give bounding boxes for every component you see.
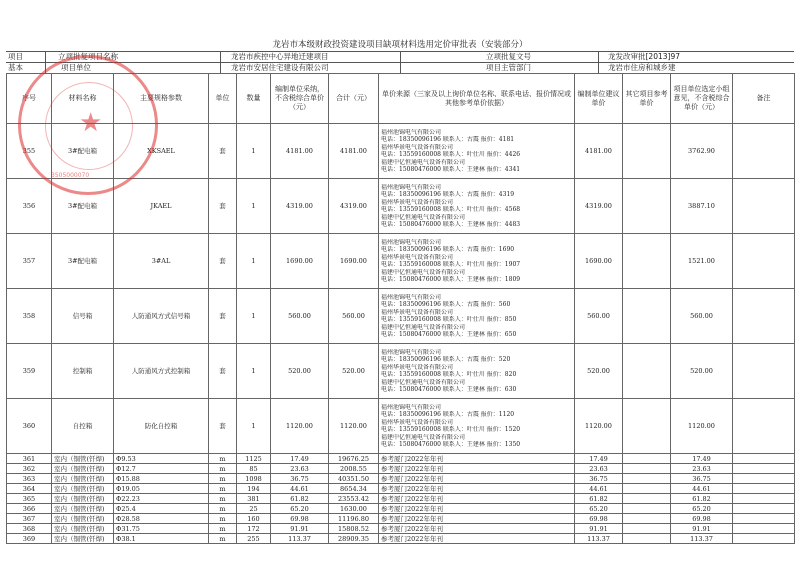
source-line: 电话：18350096196 联系人：古震 报价：4319 xyxy=(381,191,515,198)
star-icon: ★ xyxy=(79,108,103,138)
doc-no-label: 立项批复文号 xyxy=(486,52,531,61)
unit-cell: 套 xyxy=(209,344,237,399)
source-line: 电话：18350096196 联系人：古震 报价：1120 xyxy=(381,411,515,418)
unit-cell: 套 xyxy=(209,399,237,454)
source-cell: 参考厦门2022年年刊 xyxy=(379,464,575,474)
table-row xyxy=(7,399,795,454)
qty-cell: 172 xyxy=(237,524,271,534)
pricing-table xyxy=(6,73,795,544)
note-cell xyxy=(733,514,795,524)
seq-cell: 368 xyxy=(7,524,52,534)
note-cell xyxy=(733,534,795,544)
table-header-row xyxy=(7,74,795,124)
table-row xyxy=(7,514,795,524)
source-line: 福建中亿恒通电气设备有限公司 xyxy=(381,158,466,166)
other-price-cell xyxy=(623,399,671,454)
material-name-cell: 信号箱 xyxy=(52,289,114,344)
column-header: 单价来源（三家及以上询价单位名称、联系电话、报价情况或其他参考单价依据） xyxy=(379,74,575,124)
source-line: 电话：13559160008 联系人：叶仕川 报价：820 xyxy=(381,371,517,378)
source-cell: 参考厦门2022年年刊 xyxy=(379,514,575,524)
divider xyxy=(598,51,599,73)
material-name-cell: 室内（铜管(钎焊) xyxy=(52,474,114,484)
seq-cell: 359 xyxy=(7,344,52,399)
column-header: 材料名称 xyxy=(52,74,114,124)
price-cell: 1690.00 xyxy=(271,234,329,289)
selected-price-cell: 65.20 xyxy=(671,504,733,514)
material-name-cell: 控制箱 xyxy=(52,344,114,399)
suggest-price-cell: 1120.00 xyxy=(575,399,623,454)
total-cell: 1630.00 xyxy=(329,504,379,514)
source-line: 电话：15080476000 联系人：王建林 报价：1350 xyxy=(381,441,521,448)
total-cell: 11196.80 xyxy=(329,514,379,524)
spec-cell: Φ38.1 xyxy=(114,534,209,544)
table-row xyxy=(7,289,795,344)
unit-cell: m xyxy=(209,504,237,514)
seq-cell: 364 xyxy=(7,484,52,494)
total-cell: 520.00 xyxy=(329,344,379,399)
table-row xyxy=(7,124,795,179)
seq-cell: 361 xyxy=(7,454,52,464)
spec-cell: Φ15.88 xyxy=(114,474,209,484)
qty-cell: 85 xyxy=(237,464,271,474)
source-line: 福州华景电气设备有限公司 xyxy=(381,198,454,206)
source-line: 福州池锦电气有限公司 xyxy=(381,293,442,301)
selected-price-cell: 17.49 xyxy=(671,454,733,464)
document-title: 龙岩市本级财政投资建设项目缺项材料选用定价审批表（安装部分） xyxy=(272,40,528,50)
selected-price-cell: 61.82 xyxy=(671,494,733,504)
source-cell xyxy=(379,124,575,179)
selected-price-cell: 520.00 xyxy=(671,344,733,399)
selected-price-cell: 69.98 xyxy=(671,514,733,524)
suggest-price-cell: 1690.00 xyxy=(575,234,623,289)
spec-cell: 人防通风方式控制箱 xyxy=(114,344,209,399)
spec-cell: Φ25.4 xyxy=(114,504,209,514)
source-cell: 参考厦门2022年年刊 xyxy=(379,474,575,484)
selected-price-cell: 36.75 xyxy=(671,474,733,484)
table-row xyxy=(7,234,795,289)
suggest-price-cell: 4319.00 xyxy=(575,179,623,234)
source-line: 福州华景电气设备有限公司 xyxy=(381,308,454,316)
suggest-price-cell: 560.00 xyxy=(575,289,623,344)
source-line: 福州池锦电气有限公司 xyxy=(381,183,442,191)
source-line: 电话：15080476000 联系人：王建林 报价：1809 xyxy=(381,276,521,283)
suggest-price-cell: 36.75 xyxy=(575,474,623,484)
unit-cell: m xyxy=(209,514,237,524)
note-cell xyxy=(733,399,795,454)
price-cell: 560.00 xyxy=(271,289,329,344)
unit-cell: m xyxy=(209,474,237,484)
total-cell: 19676.25 xyxy=(329,454,379,464)
suggest-price-cell: 61.82 xyxy=(575,494,623,504)
seq-cell: 355 xyxy=(7,124,52,179)
source-line: 电话：13559160008 联系人：叶仕川 报价：1520 xyxy=(381,426,521,433)
total-cell: 1120.00 xyxy=(329,399,379,454)
source-line: 电话：13559160008 联系人：叶仕川 报价：850 xyxy=(381,316,517,323)
source-cell: 参考厦门2022年年刊 xyxy=(379,494,575,504)
column-header: 项目单位选定小组意见，不含税综合单价（元） xyxy=(671,74,733,124)
source-line: 福建中亿恒通电气设备有限公司 xyxy=(381,323,466,331)
qty-cell: 160 xyxy=(237,514,271,524)
suggest-price-cell: 17.49 xyxy=(575,454,623,464)
seq-cell: 362 xyxy=(7,464,52,474)
selected-price-cell: 23.63 xyxy=(671,464,733,474)
note-cell xyxy=(733,524,795,534)
source-line: 电话：15080476000 联系人：王建林 报价：4483 xyxy=(381,221,521,228)
source-line: 电话：13559160008 联系人：叶仕川 报价：1907 xyxy=(381,261,521,268)
other-price-cell xyxy=(623,534,671,544)
other-price-cell xyxy=(623,504,671,514)
seq-cell: 358 xyxy=(7,289,52,344)
price-cell: 23.63 xyxy=(271,464,329,474)
seq-cell: 369 xyxy=(7,534,52,544)
source-line: 电话：18350096196 联系人：古震 报价：1690 xyxy=(381,246,515,253)
other-price-cell xyxy=(623,179,671,234)
note-cell xyxy=(733,494,795,504)
source-line: 福州华景电气设备有限公司 xyxy=(381,418,454,426)
unit-cell: 套 xyxy=(209,179,237,234)
total-cell: 15808.52 xyxy=(329,524,379,534)
seq-cell: 360 xyxy=(7,399,52,454)
price-cell: 36.75 xyxy=(271,474,329,484)
suggest-price-cell: 44.61 xyxy=(575,484,623,494)
material-name-cell: 室内（铜管(钎焊) xyxy=(52,534,114,544)
source-line: 电话：15080476000 联系人：王建林 报价：650 xyxy=(381,331,517,338)
table-row xyxy=(7,454,795,464)
qty-cell: 1 xyxy=(237,289,271,344)
table-row xyxy=(7,504,795,514)
qty-cell: 1 xyxy=(237,399,271,454)
header-label: 基本 xyxy=(8,63,23,72)
other-price-cell xyxy=(623,494,671,504)
unit-cell: 套 xyxy=(209,234,237,289)
seq-cell: 356 xyxy=(7,179,52,234)
note-cell xyxy=(733,234,795,289)
note-cell xyxy=(733,344,795,399)
note-cell xyxy=(733,289,795,344)
note-cell xyxy=(733,124,795,179)
total-cell: 4319.00 xyxy=(329,179,379,234)
unit-cell: m xyxy=(209,494,237,504)
total-cell: 40351.50 xyxy=(329,474,379,484)
selected-price-cell: 91.91 xyxy=(671,524,733,534)
source-line: 福州池锦电气有限公司 xyxy=(381,403,442,411)
selected-price-cell: 44.61 xyxy=(671,484,733,494)
selected-price-cell: 1521.00 xyxy=(671,234,733,289)
source-cell xyxy=(379,179,575,234)
spec-cell: Φ19.05 xyxy=(114,484,209,494)
note-cell xyxy=(733,504,795,514)
qty-cell: 1 xyxy=(237,179,271,234)
other-price-cell xyxy=(623,289,671,344)
total-cell: 2008.55 xyxy=(329,464,379,474)
material-name-cell: 室内（铜管(钎焊) xyxy=(52,484,114,494)
total-cell: 1690.00 xyxy=(329,234,379,289)
material-name-cell: 室内（铜管(钎焊) xyxy=(52,464,114,474)
qty-cell: 1125 xyxy=(237,454,271,464)
divider xyxy=(220,51,221,73)
source-line: 福州池锦电气有限公司 xyxy=(381,238,442,246)
column-header: 序号 xyxy=(7,74,52,124)
source-cell: 参考厦门2022年年刊 xyxy=(379,534,575,544)
source-line: 福州华景电气设备有限公司 xyxy=(381,143,454,151)
other-price-cell xyxy=(623,454,671,464)
selected-price-cell: 560.00 xyxy=(671,289,733,344)
unit-label: 项目单位 xyxy=(61,63,91,72)
material-name-cell: 室内（铜管(钎焊) xyxy=(52,514,114,524)
suggest-price-cell: 69.98 xyxy=(575,514,623,524)
source-line: 电话：15080476000 联系人：王建林 报价：4341 xyxy=(381,166,521,173)
selected-price-cell: 1120.00 xyxy=(671,399,733,454)
spec-cell: Φ28.58 xyxy=(114,514,209,524)
unit-cell: m xyxy=(209,534,237,544)
divider xyxy=(400,51,401,73)
qty-cell: 1098 xyxy=(237,474,271,484)
source-cell: 参考厦门2022年年刊 xyxy=(379,484,575,494)
price-cell: 69.98 xyxy=(271,514,329,524)
table-row xyxy=(7,474,795,484)
price-cell: 17.49 xyxy=(271,454,329,464)
spec-cell: JKAEL xyxy=(114,179,209,234)
qty-cell: 1 xyxy=(237,234,271,289)
unit-cell: m xyxy=(209,464,237,474)
suggest-price-cell: 23.63 xyxy=(575,464,623,474)
spec-cell: 防化自控箱 xyxy=(114,399,209,454)
source-line: 电话：18350096196 联系人：古震 报价：520 xyxy=(381,356,511,363)
source-line: 福州华景电气设备有限公司 xyxy=(381,253,454,261)
material-name-cell: 3#配电箱 xyxy=(52,234,114,289)
source-line: 福州华景电气设备有限公司 xyxy=(381,363,454,371)
spec-cell: Φ22.23 xyxy=(114,494,209,504)
source-line: 福州池锦电气有限公司 xyxy=(381,128,442,136)
doc-no: 龙发改审批[2013]97 xyxy=(608,52,680,61)
qty-cell: 194 xyxy=(237,484,271,494)
suggest-price-cell: 65.20 xyxy=(575,504,623,514)
spec-cell: Φ9.53 xyxy=(114,454,209,464)
column-header: 编制单位建议单价 xyxy=(575,74,623,124)
total-cell: 28909.35 xyxy=(329,534,379,544)
seq-cell: 366 xyxy=(7,504,52,514)
source-line: 电话：13559160008 联系人：叶仕川 报价：4568 xyxy=(381,206,521,213)
selected-price-cell: 3887.10 xyxy=(671,179,733,234)
source-line: 福建中亿恒通电气设备有限公司 xyxy=(381,213,466,221)
table-row xyxy=(7,179,795,234)
unit-cell: m xyxy=(209,484,237,494)
qty-cell: 25 xyxy=(237,504,271,514)
spec-cell: 人防通风方式信号箱 xyxy=(114,289,209,344)
spec-cell: Φ31.75 xyxy=(114,524,209,534)
source-cell xyxy=(379,289,575,344)
material-name-cell: 3#配电箱 xyxy=(52,124,114,179)
price-cell: 61.82 xyxy=(271,494,329,504)
price-cell: 520.00 xyxy=(271,344,329,399)
suggest-price-cell: 91.91 xyxy=(575,524,623,534)
source-line: 电话：13559160008 联系人：叶仕川 报价：4426 xyxy=(381,151,521,158)
unit-cell: m xyxy=(209,454,237,464)
other-price-cell xyxy=(623,124,671,179)
spec-cell: Φ12.7 xyxy=(114,464,209,474)
source-line: 电话：18350096196 联系人：古震 报价：560 xyxy=(381,301,511,308)
project-name: 龙岩市疾控中心异地迁建项目 xyxy=(231,52,329,61)
other-price-cell xyxy=(623,344,671,399)
selected-price-cell: 113.37 xyxy=(671,534,733,544)
qty-cell: 255 xyxy=(237,534,271,544)
source-line: 福建中亿恒通电气设备有限公司 xyxy=(381,378,466,386)
unit-cell: 套 xyxy=(209,124,237,179)
total-cell: 23553.42 xyxy=(329,494,379,504)
seq-cell: 357 xyxy=(7,234,52,289)
material-name-cell: 室内（铜管(钎焊) xyxy=(52,454,114,464)
source-cell: 参考厦门2022年年刊 xyxy=(379,524,575,534)
source-cell: 参考厦门2022年年刊 xyxy=(379,504,575,514)
price-cell: 4319.00 xyxy=(271,179,329,234)
column-header: 其它项目参考单价 xyxy=(623,74,671,124)
column-header: 合计（元） xyxy=(329,74,379,124)
other-price-cell xyxy=(623,484,671,494)
column-header: 主要规格参数 xyxy=(114,74,209,124)
source-cell xyxy=(379,399,575,454)
seq-cell: 363 xyxy=(7,474,52,484)
source-cell: 参考厦门2022年年刊 xyxy=(379,454,575,464)
seal-code: 3505000070 xyxy=(51,172,90,179)
total-cell: 560.00 xyxy=(329,289,379,344)
suggest-price-cell: 113.37 xyxy=(575,534,623,544)
source-cell xyxy=(379,234,575,289)
divider xyxy=(45,51,46,73)
source-line: 电话：18350096196 联系人：古震 报价：4181 xyxy=(381,136,515,143)
source-line: 福建中亿恒通电气设备有限公司 xyxy=(381,433,466,441)
other-price-cell xyxy=(623,464,671,474)
total-cell: 4181.00 xyxy=(329,124,379,179)
other-price-cell xyxy=(623,514,671,524)
price-cell: 44.61 xyxy=(271,484,329,494)
source-cell xyxy=(379,344,575,399)
suggest-price-cell: 4181.00 xyxy=(575,124,623,179)
column-header: 单位 xyxy=(209,74,237,124)
price-cell: 91.91 xyxy=(271,524,329,534)
table-row xyxy=(7,344,795,399)
project-name-label: 立项批复项目名称 xyxy=(58,52,118,61)
suggest-price-cell: 520.00 xyxy=(575,344,623,399)
spec-cell: 3#AL xyxy=(114,234,209,289)
material-name-cell: 室内（铜管(钎焊) xyxy=(52,494,114,504)
source-line: 福建中亿恒通电气设备有限公司 xyxy=(381,268,466,276)
note-cell xyxy=(733,464,795,474)
note-cell xyxy=(733,454,795,464)
total-cell: 8654.34 xyxy=(329,484,379,494)
table-row xyxy=(7,494,795,504)
project-unit: 龙岩市安居住宅建设有限公司 xyxy=(231,63,329,72)
qty-cell: 381 xyxy=(237,494,271,504)
table-row xyxy=(7,524,795,534)
column-header: 备注 xyxy=(733,74,795,124)
other-price-cell xyxy=(623,234,671,289)
material-name-cell: 3#配电箱 xyxy=(52,179,114,234)
material-name-cell: 自控箱 xyxy=(52,399,114,454)
price-cell: 65.20 xyxy=(271,504,329,514)
qty-cell: 1 xyxy=(237,124,271,179)
seq-cell: 367 xyxy=(7,514,52,524)
note-cell xyxy=(733,179,795,234)
material-name-cell: 室内（铜管(钎焊) xyxy=(52,524,114,534)
material-name-cell: 室内（铜管(钎焊) xyxy=(52,504,114,514)
price-cell: 1120.00 xyxy=(271,399,329,454)
column-header: 编制单位采纳，不含税综合单价（元） xyxy=(271,74,329,124)
dept: 龙岩市住房和城乡建 xyxy=(608,63,676,72)
other-price-cell xyxy=(623,524,671,534)
seq-cell: 365 xyxy=(7,494,52,504)
column-header: 数量 xyxy=(237,74,271,124)
price-cell: 113.37 xyxy=(271,534,329,544)
source-line: 电话：15080476000 联系人：王建林 报价：630 xyxy=(381,386,517,393)
note-cell xyxy=(733,474,795,484)
table-row xyxy=(7,464,795,474)
header-label: 项目 xyxy=(8,52,23,61)
price-cell: 4181.00 xyxy=(271,124,329,179)
unit-cell: m xyxy=(209,524,237,534)
note-cell xyxy=(733,484,795,494)
table-row xyxy=(7,534,795,544)
source-line: 福州池锦电气有限公司 xyxy=(381,348,442,356)
qty-cell: 1 xyxy=(237,344,271,399)
dept-label: 项目主管部门 xyxy=(486,63,531,72)
other-price-cell xyxy=(623,474,671,484)
selected-price-cell: 3762.90 xyxy=(671,124,733,179)
table-row xyxy=(7,484,795,494)
spec-cell: XKSAEL xyxy=(114,124,209,179)
unit-cell: 套 xyxy=(209,289,237,344)
